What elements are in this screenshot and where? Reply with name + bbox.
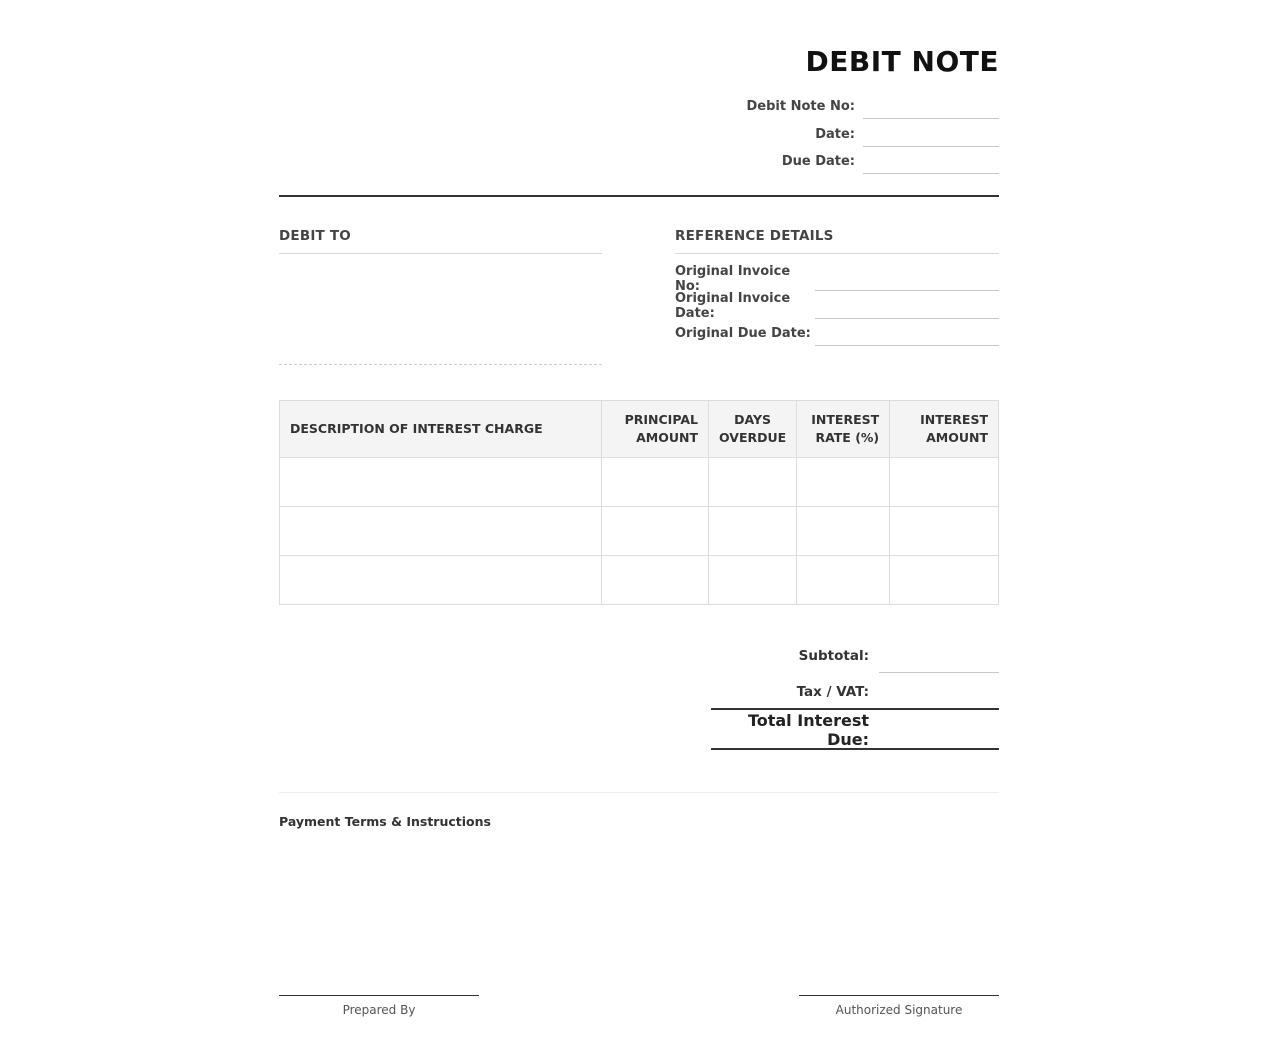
header-line: INTEREST bbox=[811, 412, 880, 427]
header-line: DESCRIPTION OF INTEREST CHARGE bbox=[290, 421, 543, 436]
prepared-by-signature-line[interactable] bbox=[279, 995, 479, 1017]
table-row bbox=[280, 458, 999, 507]
header-divider bbox=[279, 195, 999, 197]
authorized-signature-line[interactable] bbox=[799, 995, 999, 1017]
total-row bbox=[711, 710, 999, 750]
table-row bbox=[280, 507, 999, 556]
header-line: RATE (%) bbox=[815, 430, 880, 445]
header-meta bbox=[699, 92, 999, 175]
header-line: DAYS bbox=[734, 412, 772, 427]
meta-label: Due Date: bbox=[781, 154, 855, 170]
total-interest-due-field[interactable] bbox=[879, 709, 999, 749]
reference-details bbox=[675, 264, 999, 347]
header-line: OVERDUE bbox=[719, 430, 787, 445]
table-row bbox=[280, 556, 999, 605]
due-date-field[interactable] bbox=[863, 147, 999, 174]
prepared-by-label: Prepared By bbox=[342, 1003, 416, 1017]
tax-label: Tax / VAT: bbox=[796, 683, 869, 700]
table-cell[interactable] bbox=[709, 507, 797, 556]
table-cell[interactable] bbox=[890, 458, 999, 507]
interest-charges-table bbox=[279, 400, 999, 605]
meta-row-due-date bbox=[699, 147, 999, 175]
table-cell[interactable] bbox=[797, 507, 890, 556]
meta-row-debit-note-no bbox=[699, 92, 999, 120]
payment-terms-heading: Payment Terms & Instructions bbox=[279, 814, 491, 829]
table-header-row bbox=[280, 401, 999, 458]
table-cell[interactable] bbox=[280, 458, 602, 507]
table-cell[interactable] bbox=[797, 556, 890, 605]
document-title: DEBIT NOTE bbox=[805, 45, 999, 78]
ref-label: Original Invoice Date: bbox=[675, 291, 791, 322]
debit-note-no-field[interactable] bbox=[863, 92, 999, 119]
total-interest-due-label: Total Interest Due: bbox=[747, 711, 869, 749]
table-cell[interactable] bbox=[602, 556, 709, 605]
subtotal-label: Subtotal: bbox=[798, 647, 869, 664]
column-header-principal-amount bbox=[602, 401, 709, 458]
ref-label: Original Invoice No: bbox=[675, 263, 791, 294]
header-line: INTEREST bbox=[920, 412, 988, 427]
table-cell[interactable] bbox=[890, 507, 999, 556]
table-cell[interactable] bbox=[602, 458, 709, 507]
column-header-description bbox=[280, 401, 602, 458]
date-field[interactable] bbox=[863, 120, 999, 147]
header-line: PRINCIPAL bbox=[624, 412, 698, 427]
meta-row-date bbox=[699, 120, 999, 148]
table-cell[interactable] bbox=[280, 556, 602, 605]
table-cell[interactable] bbox=[709, 556, 797, 605]
column-header-days-overdue bbox=[709, 401, 797, 458]
table-cell[interactable] bbox=[602, 507, 709, 556]
ref-row-invoice-no bbox=[675, 264, 999, 292]
debit-to-heading: DEBIT TO bbox=[279, 228, 602, 254]
original-due-date-field[interactable] bbox=[815, 319, 999, 346]
meta-label: Date: bbox=[815, 126, 855, 142]
table-cell[interactable] bbox=[280, 507, 602, 556]
terms-divider bbox=[279, 792, 999, 793]
authorized-signature-label: Authorized Signature bbox=[835, 1003, 963, 1017]
totals-block bbox=[711, 636, 999, 750]
table-cell[interactable] bbox=[890, 556, 999, 605]
debit-note-page bbox=[279, 0, 999, 1060]
column-header-interest-amount bbox=[890, 401, 999, 458]
table-cell[interactable] bbox=[797, 458, 890, 507]
column-header-interest-rate bbox=[797, 401, 890, 458]
table-cell[interactable] bbox=[709, 458, 797, 507]
meta-label: Debit Note No: bbox=[746, 99, 855, 115]
subtotal-row bbox=[711, 636, 999, 673]
reference-details-heading: REFERENCE DETAILS bbox=[675, 228, 999, 254]
ref-row-invoice-date bbox=[675, 292, 999, 320]
header-line: AMOUNT bbox=[636, 430, 698, 445]
original-invoice-date-field[interactable] bbox=[815, 292, 999, 319]
original-invoice-no-field[interactable] bbox=[815, 264, 999, 291]
subtotal-field[interactable] bbox=[879, 636, 999, 673]
debit-to-divider bbox=[279, 364, 602, 365]
header-line: AMOUNT bbox=[926, 430, 988, 445]
ref-row-due-date bbox=[675, 319, 999, 347]
tax-field[interactable] bbox=[879, 672, 999, 709]
tax-row bbox=[711, 673, 999, 710]
ref-label: Original Due Date: bbox=[675, 326, 811, 342]
